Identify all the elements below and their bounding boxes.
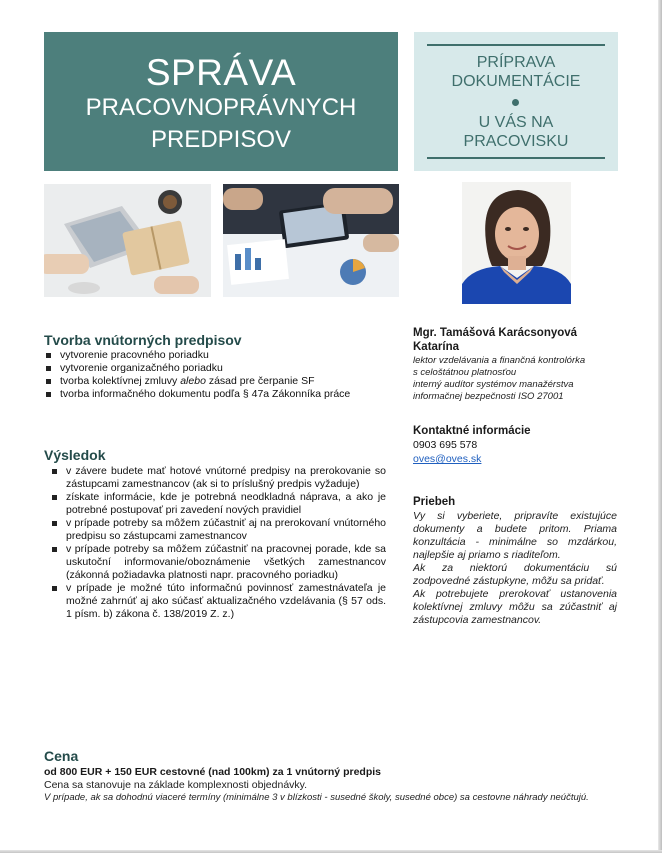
side-line-3: U VÁS NA xyxy=(478,114,554,131)
side-line-2: DOKUMENTÁCIE xyxy=(451,73,581,90)
priebeh-text xyxy=(413,510,617,627)
contact-phone: 0903 695 578 xyxy=(413,439,478,451)
title-main: SPRÁVA xyxy=(145,52,297,93)
role-line: lektor vzdelávania a finančná kontrolórka xyxy=(413,355,586,366)
priebeh-paragraph: Vy si vyberiete, pripravíte existujúce dokumenty a budete pritom. Priama konzultácia - minimálne so mzdárkou, najlepšie aj priamo s riaditeľom. xyxy=(413,510,617,561)
contact-heading: Kontaktné informácie xyxy=(413,425,531,437)
list-item: tvorba informačného dokumentu podľa § 47a Zákonníka práce xyxy=(44,388,394,401)
laptop-desk-photo xyxy=(44,184,211,297)
side-line-1: PRÍPRAVA xyxy=(476,54,556,71)
list-item: získate informácie, kde je potrebná neodkladná náprava, a ako je potrebné postupovať pri zavedení nových pravidiel xyxy=(50,491,386,517)
vysledok-list xyxy=(50,465,386,621)
contact-email-link[interactable]: oves@oves.sk xyxy=(413,453,482,465)
side-line-4: PRACOVISKU xyxy=(463,133,569,150)
list-item: v závere budete mať hotové vnútorné predpisy na prerokovanie so zástupcami zamestnancov (ak si to príslušný predpis vyžaduje) xyxy=(50,465,386,491)
list-item: vytvorenie pracovného poriadku xyxy=(44,349,394,362)
side-banner-bottom-rule xyxy=(427,157,605,159)
role-line: s celoštátnou platnosťou xyxy=(413,367,517,378)
title-line-2: PRACOVNOPRÁVNYCH xyxy=(85,94,357,121)
vysledok-heading: Výsledok xyxy=(44,447,106,463)
page-edge xyxy=(658,0,662,853)
side-banner-top-rule xyxy=(427,44,605,46)
tvorba-list xyxy=(44,349,394,401)
priebeh-paragraph: Ak potrebujete prerokovať ustanovenia kolektívnej zmluvy môžu sa zúčastniť aj zástupcovia zamestnancov. xyxy=(413,588,617,626)
lecturer-roles xyxy=(413,355,623,403)
cena-heading: Cena xyxy=(44,748,79,764)
business-meeting-photo xyxy=(223,184,399,297)
side-banner xyxy=(414,32,618,171)
list-item: v prípade potreby sa môžem zúčastniť aj na prerokovaní vnútorného predpisu so zástupcami zamestnancov xyxy=(50,517,386,543)
title-line-3: PREDPISOV xyxy=(150,126,292,153)
tvorba-heading: Tvorba vnútorných predpisov xyxy=(44,332,242,348)
price-travel-note: V prípade, ak sa dohodnú viaceré termíny (minimálne 3 v blízkosti - susedné školy, susedné obce) sa cestovne náhrady neúčtujú. xyxy=(44,792,589,803)
list-item: v prípade potreby sa môžem zúčastniť na pracovnej porade, kde sa uskutoční informovanie/oboznámenie všetkých zamestnancov (zákonná požiadavka platnosti napr. pracovného poriadku) xyxy=(50,543,386,582)
list-item: tvorba kolektívnej zmluvy alebo zásad pre čerpanie SF xyxy=(44,375,394,388)
price-line: od 800 EUR + 150 EUR cestovné (nad 100km) za 1 vnútorný predpis xyxy=(44,766,381,778)
list-item: v prípade je možné túto informačnú povinnosť zamestnávateľa je možné zahrnúť aj ako súčasť aktualizačného vzdelávania (§ 57 ods. 1 písm. b) zákona č. 138/2019 Z. z.) xyxy=(50,582,386,621)
bullet-dot-icon xyxy=(512,99,519,106)
list-item: vytvorenie organizačného poriadku xyxy=(44,362,394,375)
lecturer-portrait-photo xyxy=(462,182,571,304)
role-line: informačnej bezpečnosti ISO 27001 xyxy=(413,391,564,402)
priebeh-paragraph: Ak za niektorú dokumentáciu sú zodpovedné zástupkyne, môžu sa pridať. xyxy=(413,562,617,587)
emphasis: alebo xyxy=(180,375,206,387)
priebeh-heading: Priebeh xyxy=(413,496,456,508)
price-note: Cena sa stanovuje na základe komplexnosti objednávky. xyxy=(44,779,308,791)
title-banner xyxy=(44,32,398,171)
role-line: interný audítor systémov manažérstva xyxy=(413,379,574,390)
lecturer-name: Mgr. Tamášová Karácsonyová Katarína xyxy=(413,327,578,353)
